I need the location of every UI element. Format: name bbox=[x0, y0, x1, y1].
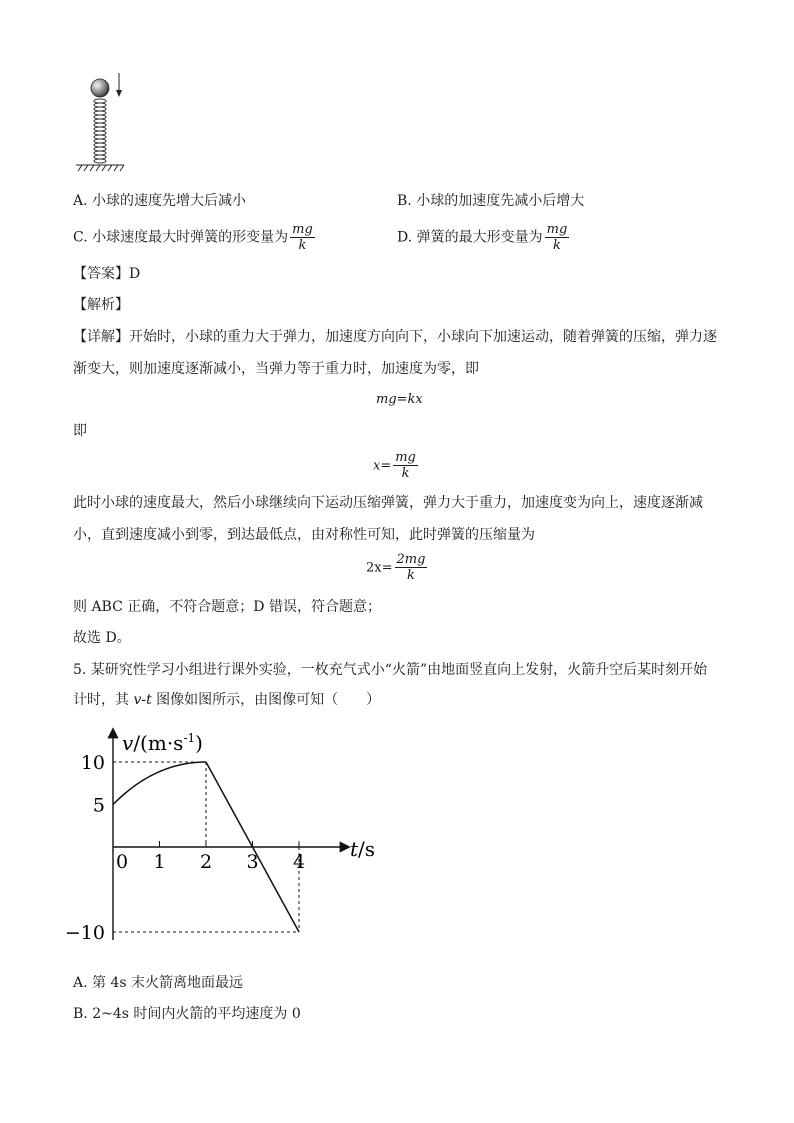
equation-mg-kx: mg=kx bbox=[376, 392, 423, 407]
q5-vt: v-t bbox=[133, 692, 152, 708]
detail-line-5: 则 ABC 正确，不符合题意；D 错误，符合题意； bbox=[73, 599, 381, 615]
q5-text-pre: 计时，其 bbox=[73, 692, 134, 708]
option-b: B. 小球的加速度先减小后增大 bbox=[397, 193, 585, 209]
frac-den: k bbox=[401, 466, 410, 481]
spring-ball-figure bbox=[70, 70, 130, 175]
spring bbox=[94, 99, 106, 163]
option-a: A. 小球的速度先增大后减小 bbox=[73, 193, 247, 209]
eq-lhs: 2x= bbox=[366, 560, 393, 576]
x-tick-label: 1 bbox=[153, 851, 166, 873]
y-tick-label: 5 bbox=[92, 794, 105, 817]
frac-num: mg bbox=[292, 222, 313, 237]
x-tick-label: 3 bbox=[246, 851, 259, 873]
detail-line-3: 此时小球的速度最大，然后小球继续向下运动压缩弹簧，弹力大于重力，加速度变为向上，速度逐渐减 bbox=[73, 495, 703, 511]
question-5-line-1: 5. 某研究性学习小组进行课外实验，一枚充气式小“火箭”由地面竖直向上发射，火箭升空后某时刻开始 bbox=[73, 662, 708, 678]
question-5-line-2 bbox=[73, 690, 380, 710]
detail-line-6: 故选 D。 bbox=[73, 630, 131, 646]
detail-line-2: 渐变大，则加速度逐渐减小，当弹力等于重力时，加速度为零，即 bbox=[73, 361, 479, 377]
eq-lhs: x= bbox=[373, 458, 392, 474]
x-tick-label: 4 bbox=[292, 851, 306, 873]
x-axis-label: t/s bbox=[350, 837, 376, 861]
x-tick-label: 2 bbox=[199, 851, 213, 873]
detail-line-1: 【详解】开始时，小球的重力大于弹力，加速度方向向下，小球向下加速运动，随着弹簧的压缩，弹力逐 bbox=[73, 329, 717, 345]
equation-2x bbox=[366, 552, 427, 583]
option-d-text: D. 弹簧的最大形变量为 bbox=[397, 229, 543, 246]
analysis-label: 【解析】 bbox=[73, 297, 129, 313]
y-tick-label: 10 bbox=[80, 752, 105, 774]
answer: 【答案】D bbox=[73, 266, 141, 282]
frac-den: k bbox=[298, 238, 307, 253]
fraction-mg-k bbox=[393, 450, 418, 481]
frac-den: k bbox=[407, 568, 415, 583]
option-d bbox=[397, 222, 569, 253]
fraction-mg-k bbox=[290, 222, 315, 253]
ball bbox=[91, 79, 109, 97]
frac-num: mg bbox=[546, 222, 568, 237]
y-axis-label: $v/(m\cdot s^{-1})$ bbox=[122, 731, 203, 755]
option-c-text: C. 小球速度最大时弹簧的形变量为 bbox=[73, 229, 289, 246]
detail-line-4: 小，直到速度减小到零，到达最低点，由对称性可知，此时弹簧的压缩量为 bbox=[73, 527, 535, 543]
y-tick-label: −10 bbox=[64, 922, 105, 944]
equation-x bbox=[373, 450, 418, 481]
frac-num: mg bbox=[395, 450, 416, 465]
question-5-option-b: B. 2~4s 时间内火箭的平均速度为 0 bbox=[73, 1006, 301, 1022]
q5-text-post: 图像如图所示，由图像可知（ ） bbox=[151, 692, 381, 708]
velocity-curve bbox=[113, 762, 206, 805]
frac-den: k bbox=[553, 238, 561, 253]
question-5-option-a: A. 第 4s 末火箭离地面最远 bbox=[73, 975, 244, 991]
option-c bbox=[73, 222, 315, 253]
ground bbox=[76, 165, 124, 171]
frac-num: 2mg bbox=[396, 552, 426, 567]
fraction-2mg-k bbox=[395, 552, 428, 583]
fraction-mg-k bbox=[545, 222, 570, 253]
x-tick-label: 0 bbox=[115, 851, 129, 873]
detail-ji: 即 bbox=[73, 423, 87, 439]
vt-chart bbox=[60, 722, 390, 952]
